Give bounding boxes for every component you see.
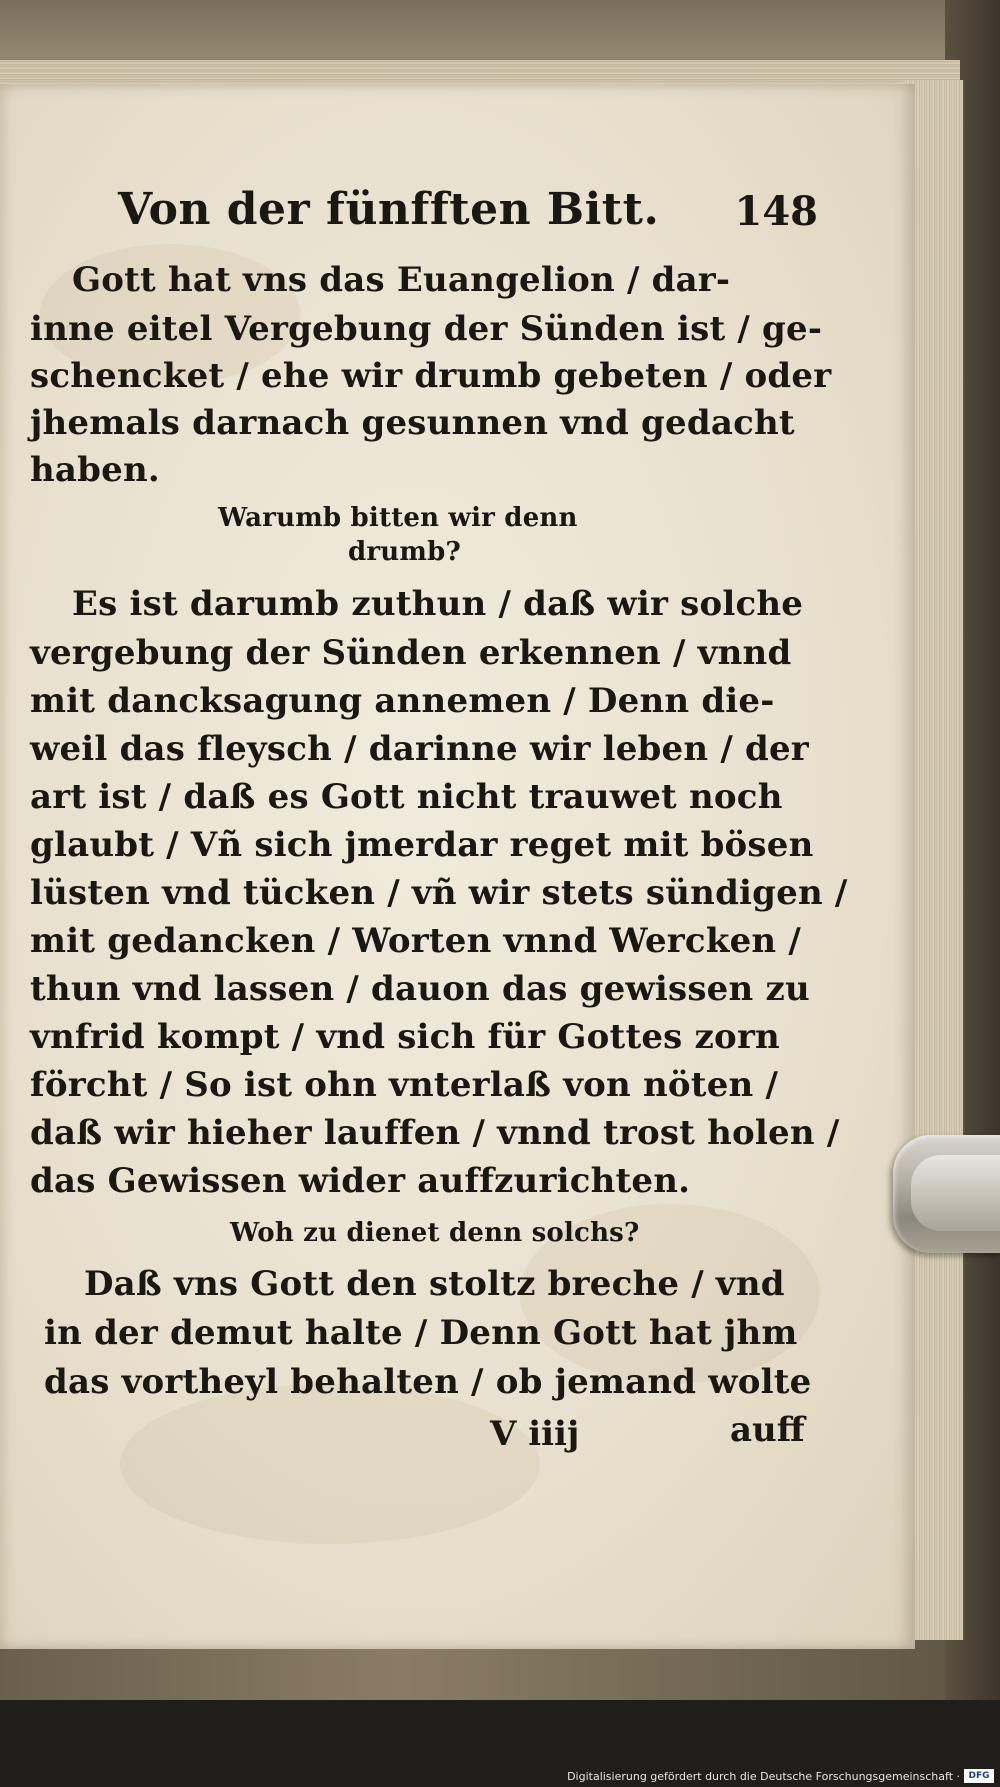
text-line: haben. — [30, 450, 160, 490]
running-head: Von der fünfften Bitt. — [118, 184, 660, 235]
text-line: in der demut halte / Denn Gott hat jhm — [44, 1313, 798, 1353]
text-line: glaubt / Vñ sich jmerdar reget mit bösen — [30, 825, 814, 865]
text-line: jhemals darnach gesunnen vnd gedacht — [30, 403, 795, 443]
text-line: vnfrid kompt / vnd sich für Gottes zorn — [30, 1017, 780, 1057]
text-line: daß wir hieher lauffen / vnnd trost holen / — [30, 1113, 840, 1153]
text-line: förcht / So ist ohn vnterlaß von nöten / — [30, 1065, 779, 1105]
text-line: das Gewissen wider auffzurichten. — [30, 1161, 691, 1201]
page-clip-highlight — [911, 1155, 1000, 1231]
text-line: lüsten vnd tücken / vñ wir stets sündigen / — [30, 873, 848, 913]
paper-stain — [120, 1384, 540, 1544]
page-number: 148 — [734, 188, 818, 235]
text-line: vergebung der Sünden erkennen / vnnd — [30, 633, 792, 673]
text-line: Gott hat vns das Euangelion / dar- — [72, 260, 731, 300]
digitization-credit: Digitalisierung gefördert durch die Deutsche Forschungsgemeinschaft · — [567, 1770, 960, 1783]
page-header — [118, 184, 818, 254]
dfg-logo: DFG — [964, 1769, 994, 1783]
text-line: weil das fleysch / darinne wir leben / der — [30, 729, 809, 769]
question-heading: Warumb bitten wir denn — [218, 503, 578, 533]
text-line: mit dancksagung annemen / Denn die- — [30, 681, 775, 721]
text-line: Daß vns Gott den stoltz breche / vnd — [84, 1264, 785, 1304]
signature-mark: V iiij — [490, 1414, 580, 1454]
question-heading: drumb? — [348, 537, 461, 567]
question-heading: Woh zu dienet denn solchs? — [230, 1218, 640, 1248]
text-line: mit gedancken / Worten vnnd Wercken / — [30, 921, 801, 961]
page-clip — [893, 1135, 1000, 1253]
text-line: inne eitel Vergebung der Sünden ist / ge- — [30, 309, 823, 349]
text-line: schencket / ehe wir drumb gebeten / oder — [30, 356, 832, 396]
book-page — [0, 84, 915, 1649]
text-line: art ist / daß es Gott nicht trauwet noch — [30, 777, 783, 817]
catchword: auff — [730, 1410, 805, 1450]
text-line: das vortheyl behalten / ob jemand wolte — [44, 1362, 812, 1402]
page-edges-top — [0, 60, 960, 86]
text-line: Es ist darumb zuthun / daß wir solche — [72, 584, 804, 624]
text-line: thun vnd lassen / dauon das gewissen zu — [30, 969, 810, 1009]
